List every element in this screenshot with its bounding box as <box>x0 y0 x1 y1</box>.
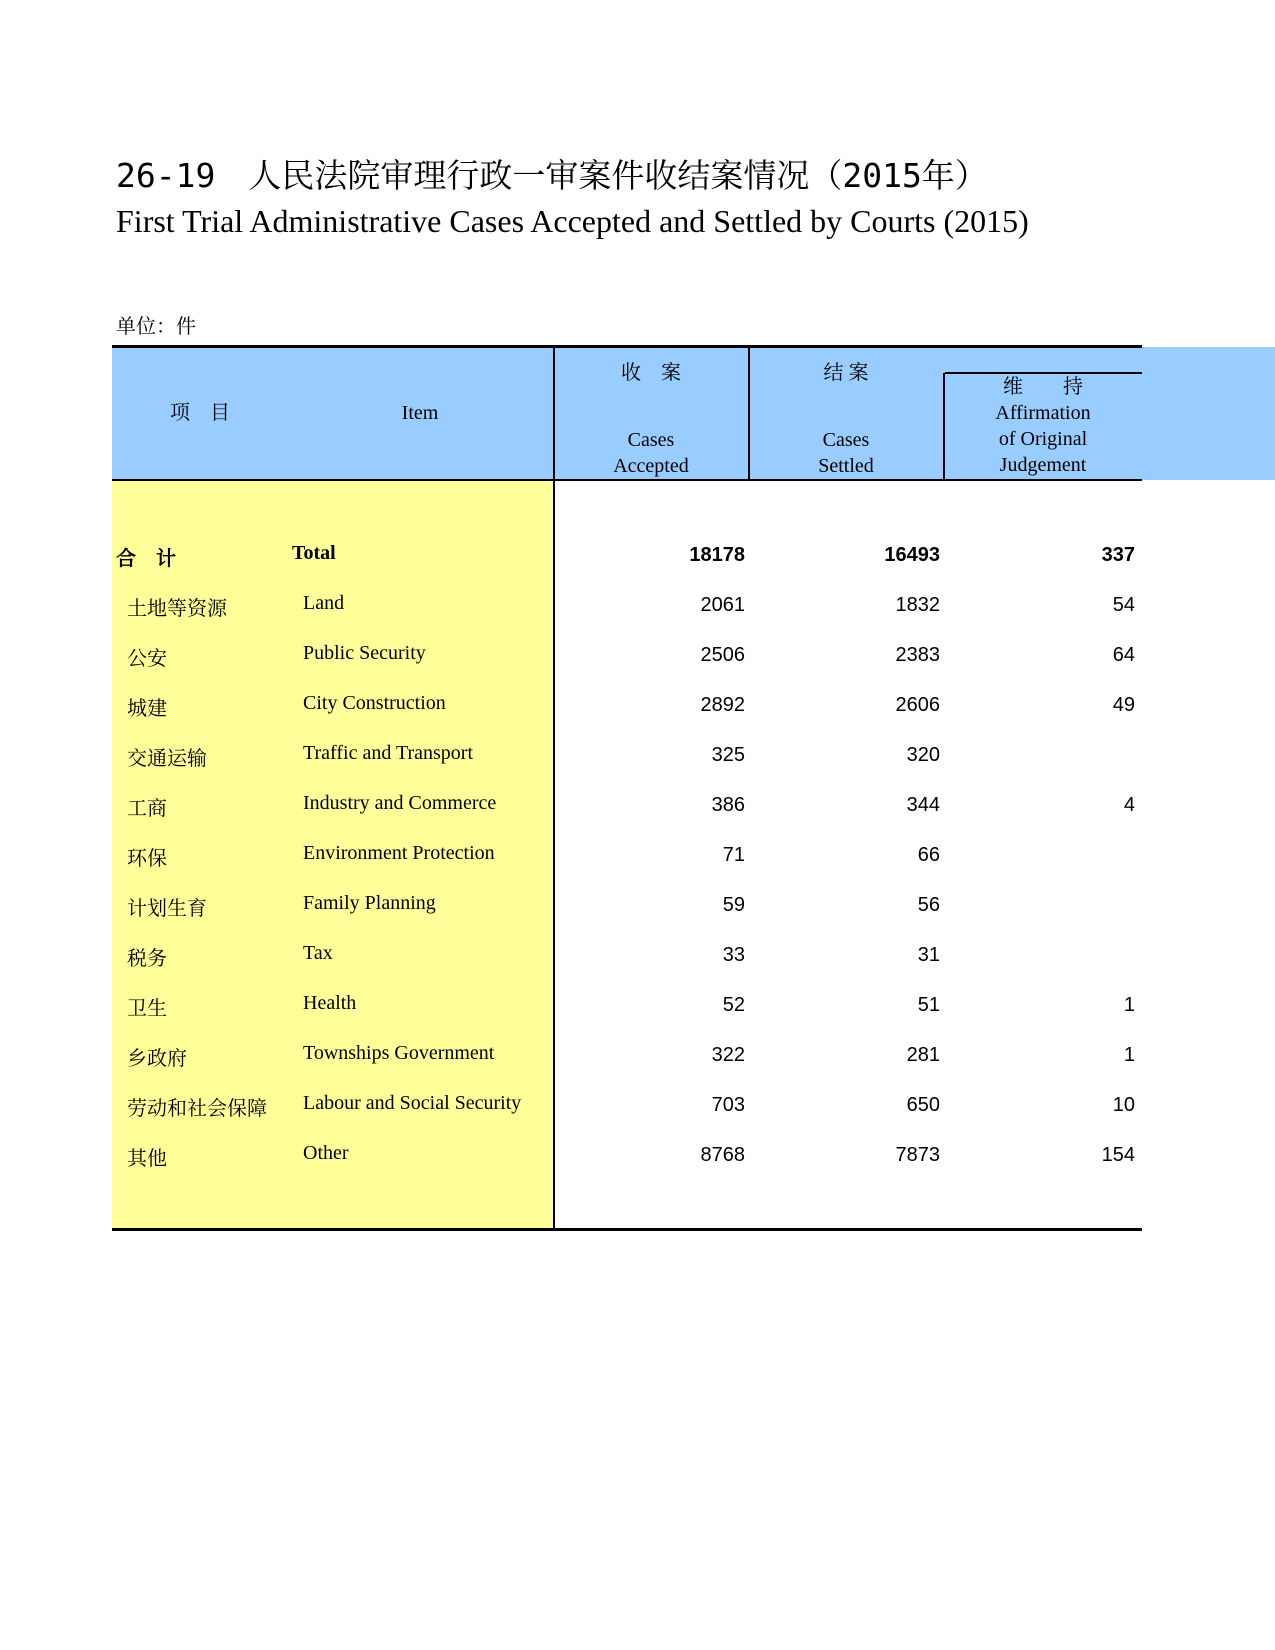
header-settled-en <box>751 427 941 479</box>
table-row <box>0 1086 1275 1126</box>
header-settled <box>751 360 941 386</box>
row-label-en: Environment Protection <box>303 842 495 864</box>
table-row <box>0 1136 1275 1176</box>
unit-label: 单位：件 <box>116 316 196 338</box>
row-label-en: Other <box>303 1142 349 1164</box>
cell-accepted: 386 <box>711 794 745 816</box>
cell-settled: 344 <box>906 794 940 816</box>
divider-settled <box>943 373 945 480</box>
row-label-en: Land <box>303 592 345 614</box>
table-row-total <box>0 536 1275 576</box>
table-row <box>0 686 1275 726</box>
header-affirm-en-3: Judgement <box>999 454 1087 476</box>
header-bottom-rule <box>112 479 1142 481</box>
cell-settled: 320 <box>906 744 940 766</box>
table-row <box>0 586 1275 626</box>
title-english: First Trial Administrative Cases Accepted and Settled by Courts (2015) <box>116 203 1029 239</box>
header-accepted-en-1: Cases <box>627 429 675 451</box>
table-row <box>0 1036 1275 1076</box>
title-chinese: 26-19 人民法院审理行政一审案件收结案情况（2015年） <box>116 156 988 195</box>
cell-accepted: 52 <box>722 994 745 1016</box>
table-row <box>0 936 1275 976</box>
cell-settled: 7873 <box>895 1144 940 1166</box>
cell-affirmed: 64 <box>1112 644 1135 666</box>
header-accepted <box>556 360 746 386</box>
cell-affirmed: 337 <box>1101 544 1135 566</box>
header-item-cn: 项 目 <box>170 402 230 424</box>
row-label-cn: 乡政府 <box>127 1048 187 1070</box>
cell-accepted: 8768 <box>700 1144 745 1166</box>
row-label-en: Family Planning <box>303 892 436 914</box>
row-label-en: Industry and Commerce <box>303 792 497 814</box>
cell-affirmed: 4 <box>1123 794 1135 816</box>
top-rule <box>112 345 1142 348</box>
header-affirm <box>946 374 1140 478</box>
header-item-en: Item <box>401 402 439 424</box>
row-label-en: Total <box>292 542 336 564</box>
cell-accepted: 71 <box>722 844 745 866</box>
bottom-rule <box>112 1228 1142 1231</box>
cell-accepted: 33 <box>722 944 745 966</box>
header-accepted-en <box>556 427 746 479</box>
cell-settled: 281 <box>906 1044 940 1066</box>
cell-settled: 31 <box>917 944 940 966</box>
row-label-en: Townships Government <box>303 1042 495 1064</box>
header-settled-en-1: Cases <box>822 429 870 451</box>
row-label-en: Public Security <box>303 642 426 664</box>
cell-settled: 650 <box>906 1094 940 1116</box>
header-affirm-en-2: of Original <box>998 428 1088 450</box>
cell-accepted: 703 <box>711 1094 745 1116</box>
header-accepted-cn: 收 案 <box>621 362 681 384</box>
header-settled-en-2: Settled <box>818 455 874 477</box>
cell-affirmed: 1 <box>1123 994 1135 1016</box>
row-label-cn: 城建 <box>127 698 167 720</box>
cell-affirmed: 49 <box>1112 694 1135 716</box>
table-row <box>0 886 1275 926</box>
row-label-cn: 其他 <box>127 1148 167 1170</box>
row-label-en: Traffic and Transport <box>303 742 474 764</box>
header-settled-cn: 结 案 <box>823 362 869 384</box>
cell-affirmed: 1 <box>1123 1044 1135 1066</box>
header-affirm-en-1: Affirmation <box>995 402 1091 424</box>
table-row <box>0 636 1275 676</box>
row-label-en: City Construction <box>303 692 446 714</box>
cell-accepted: 18178 <box>689 544 745 566</box>
row-label-cn: 环保 <box>127 848 167 870</box>
divider-accepted <box>748 347 750 480</box>
cell-settled: 2606 <box>895 694 940 716</box>
table-row <box>0 786 1275 826</box>
row-label-cn: 公安 <box>127 648 167 670</box>
header-accepted-en-2: Accepted <box>613 455 689 477</box>
cell-accepted: 322 <box>711 1044 745 1066</box>
cell-accepted: 2061 <box>700 594 745 616</box>
table-row <box>0 836 1275 876</box>
row-label-cn: 合 计 <box>116 548 176 570</box>
row-label-en: Health <box>303 992 357 1014</box>
cell-accepted: 325 <box>711 744 745 766</box>
cell-settled: 2383 <box>895 644 940 666</box>
cell-affirmed: 10 <box>1112 1094 1135 1116</box>
row-label-en: Tax <box>303 942 333 964</box>
row-label-cn: 劳动和社会保障 <box>127 1098 267 1120</box>
row-label-cn: 交通运输 <box>127 748 207 770</box>
row-label-cn: 土地等资源 <box>127 598 227 620</box>
table-row <box>0 986 1275 1026</box>
row-label-cn: 工商 <box>127 798 167 820</box>
cell-settled: 66 <box>917 844 940 866</box>
row-label-cn: 卫生 <box>127 998 167 1020</box>
cell-settled: 51 <box>917 994 940 1016</box>
header-affirm-cn: 维 持 <box>1003 376 1083 398</box>
table-row <box>0 736 1275 776</box>
row-label-cn: 税务 <box>127 948 167 970</box>
cell-accepted: 2506 <box>700 644 745 666</box>
cell-accepted: 2892 <box>700 694 745 716</box>
cell-accepted: 59 <box>722 894 745 916</box>
row-label-en: Labour and Social Security <box>303 1092 522 1114</box>
row-label-cn: 计划生育 <box>127 898 207 920</box>
cell-affirmed: 154 <box>1101 1144 1135 1166</box>
cell-affirmed: 54 <box>1112 594 1135 616</box>
cell-settled: 1832 <box>895 594 940 616</box>
cell-settled: 56 <box>917 894 940 916</box>
cell-settled: 16493 <box>884 544 940 566</box>
